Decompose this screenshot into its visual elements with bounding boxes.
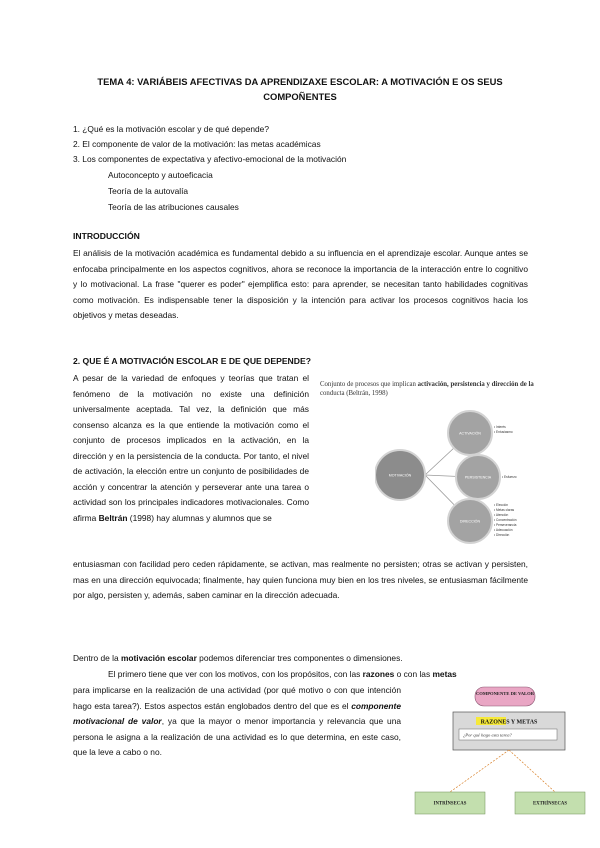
section3-column-text: para implicarse en la realización de una actividad (por qué motivo o con que intención hago esta tarea?). Estos aspectos están englobados dentro del que es el componente motivacional de valor, ya que la mayor o menor importancia y relevancia que una persona le asigna a la realización de una actividad es lo que determina, en este caso, que la leve a cabo o no. xyxy=(73,685,402,757)
direction-note-1: • Elección xyxy=(494,503,509,507)
toc-subitem-2: Teoría de la autovalía xyxy=(108,186,189,196)
toc-subitem-1: Autoconcepto y autoeficacia xyxy=(108,170,213,180)
activation-label: ACTIVACIÓN xyxy=(459,431,481,436)
direction-note-5: • Perseverancia xyxy=(494,523,517,527)
componente-valor-term: componente motivacional de valor xyxy=(73,700,401,726)
intro-body: El análisis de la motivación académica es fundamental debido a su influencia en el aprendizaje escolar. Aunque antes se enfocaba principalmente en los aspectos cognitivos, ahora se reconoce la importancia de la interacción entre lo cognitivo y lo motivacional. La frase "querer es poder" ejemplifica esto: para aprender, se necesitan tanto habilidades cognitivas como motivación. Es indispensable tener la disposición y la intención para activar los procesos cognitivos hacia los objetivos y metas deseadas. xyxy=(73,248,528,320)
section3-intro: Dentro de la motivación escolar podemos diferenciar tres componentes o dimensiones. xyxy=(73,653,403,663)
extrinsic-label: EXTRÍNSECAS xyxy=(532,801,568,807)
intrinsic-label: INTRÍNSECAS xyxy=(433,801,467,807)
connector-intrinsic xyxy=(450,750,509,792)
motivacion-escolar-term: motivación escolar xyxy=(120,653,197,663)
motivation-diagram xyxy=(375,400,595,550)
razones-term: razones xyxy=(362,669,395,679)
page-title xyxy=(60,74,540,104)
toc-item-2: 2. El componente de valor de la motivación: las metas académicas xyxy=(73,139,321,149)
section2-heading: 2. QUE É A MOTIVACIÓN ESCOLAR E DE QUE DEPENDE? xyxy=(73,356,311,366)
value-component-diagram xyxy=(405,684,595,834)
intro-heading: INTRODUCCIÓN xyxy=(73,231,140,241)
title-line-1: TEMA 4: VARIÁBEIS AFECTIVAS DA APRENDIZAXE ESCOLAR: A MOTIVACIÓN E OS SEUS xyxy=(97,76,503,87)
toc-item-3: 3. Los componentes de expectativa y afectivo-emocional de la motivación xyxy=(73,154,347,164)
toc-subitem-3: Teoría de las atribuciones causales xyxy=(108,202,239,212)
beltran-citation: Beltrán xyxy=(98,512,128,523)
direction-note-4: • Concentración xyxy=(494,518,517,522)
section2-full-text xyxy=(73,557,528,604)
motivation-center-label: MOTIVACIÓN xyxy=(388,473,412,478)
persistence-note-1: • Esfuerzo xyxy=(502,475,517,479)
direction-note-3: • Atención xyxy=(494,513,509,517)
motivation-diagram-caption: Conjunto de procesos que implican activación, persistencia y dirección de la conducta (Beltrán, 1998) xyxy=(320,381,534,397)
activation-note-2: • Entusiasmo xyxy=(494,430,513,434)
direction-note-6: • Adecuación xyxy=(494,528,513,532)
reasons-question: ¿Por qué hago esta tarea? xyxy=(463,732,512,738)
connector-extrinsic xyxy=(509,750,555,792)
reasons-goals-title: RAZONES Y METAS xyxy=(480,719,538,726)
value-component-pill xyxy=(475,687,535,706)
activation-note-1: • Interés xyxy=(494,425,506,429)
direction-label: DIRECCIÓN xyxy=(459,519,481,524)
direction-note-2: • Metas claras xyxy=(494,508,515,512)
value-component-label: COMPONENTE DE VALOR xyxy=(475,691,535,696)
metas-term: metas xyxy=(432,669,457,679)
intro-paragraph xyxy=(73,246,528,324)
title-line-2: COMPOÑENTES xyxy=(263,91,337,102)
section2-full-body: entusiasman con facilidad pero ceden rápidamente, se activan, mas realmente no persisten; otras se activan y persisten, mas en una dirección equivocada; finalmente, hay quien funciona muy bien en los tres niveles, se entusiasman fácilmente por algo, persisten y, además, saben caminar en la dirección adecuada. xyxy=(73,559,528,600)
persistence-label: PERSISTENCIA xyxy=(464,475,492,480)
section2-column-text xyxy=(73,371,309,526)
direction-note-7: • Dirección xyxy=(494,533,510,537)
toc-item-1: 1. ¿Qué es la motivación escolar y de qué depende? xyxy=(73,124,270,134)
section2-col-text-a: A pesar de la variedad de enfoques y teorías que tratan el fenómeno de la motivación no existe una definición universalmente aceptada. Tal vez, la definición que más consenso alcanza es la que entiende la motivación como el conjunto de procesos implicados en la activación, en la dirección y en la persistencia de la conducta. Por tanto, el nivel de activación, la elección entre un conjunto de posibilidades de acción y concentrar la atención y perseverar ante una tarea o actividad son los principales indicadores motivacionales. Como afirma xyxy=(73,373,309,523)
section3-first-line: El primero tiene que ver con los motivos, con los propósitos, con las razones o con las metas xyxy=(108,669,457,679)
section2-col-text-b: (1998) hay alumnas y alumnos que se xyxy=(127,512,272,523)
